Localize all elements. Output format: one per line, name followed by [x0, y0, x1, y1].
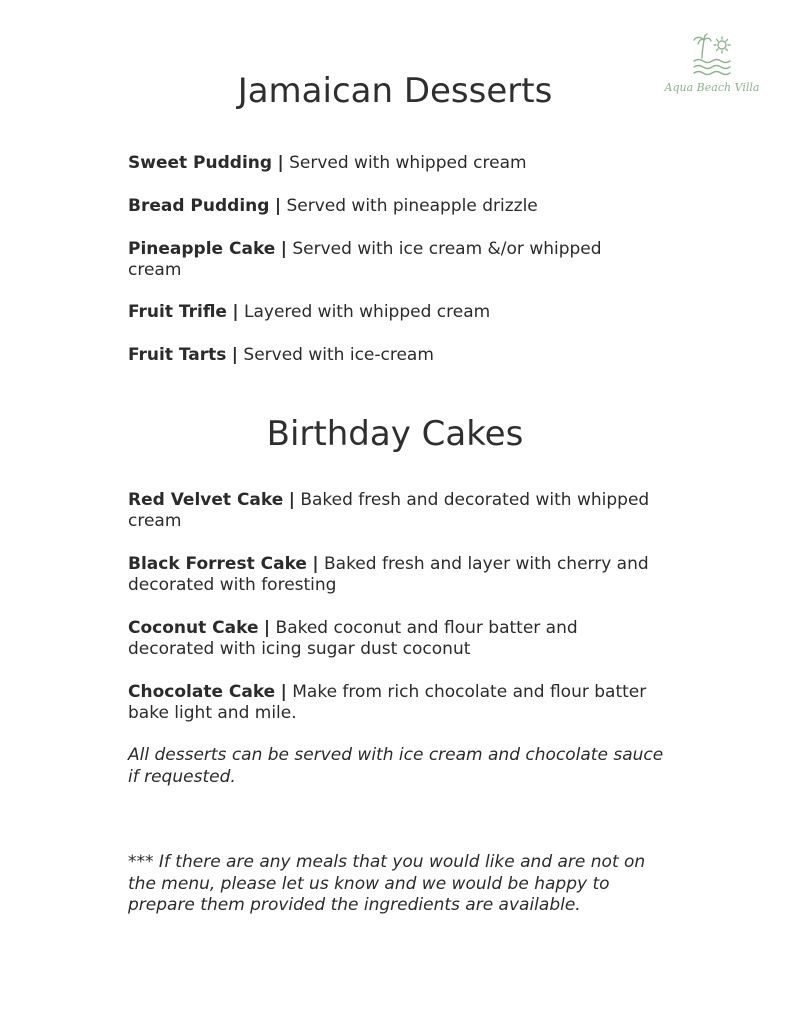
item-description: Layered with whipped cream [244, 302, 491, 322]
section-title-desserts: Jamaican Desserts [237, 71, 553, 111]
menu-item [128, 554, 660, 596]
item-separator: | [277, 153, 284, 173]
item-separator: | [232, 302, 239, 322]
item-description: Served with ice-cream [243, 345, 434, 365]
item-name: Black Forrest Cake [128, 554, 307, 574]
item-name: Fruit Trifle [128, 302, 227, 322]
menu-item [128, 618, 660, 660]
item-name: Pineapple Cake [128, 239, 276, 259]
item-separator: | [263, 618, 271, 638]
item-description: Served with ice cream &/or whipped cream [128, 239, 602, 280]
item-separator: | [288, 490, 295, 510]
item-description: Served with whipped cream [289, 153, 527, 173]
menu-item [128, 490, 660, 532]
item-separator: | [280, 682, 287, 702]
item-separator: | [280, 239, 287, 259]
item-description: Baked fresh and layer with cherry and decorated with foresting [128, 554, 649, 595]
ice-cream-note: All desserts can be served with ice cream and chocolate sauce if requested. [128, 745, 664, 787]
item-name: Bread Pudding [128, 196, 270, 216]
item-separator: | [231, 345, 239, 365]
menu-item [128, 302, 660, 323]
item-name: Chocolate Cake [128, 682, 276, 702]
menu-item [128, 682, 660, 724]
item-separator: | [274, 196, 282, 216]
menu-item [128, 239, 660, 281]
item-description: Served with pineapple drizzle [286, 196, 538, 216]
item-description: Make from rich chocolate and flour batter bake light and mile. [128, 682, 647, 723]
item-name: Sweet Pudding [128, 153, 273, 173]
item-description: Baked fresh and decorated with whipped cream [128, 490, 650, 531]
logo-text: Aqua Beach Villa [664, 81, 760, 94]
custom-meals-note: *** If there are any meals that you would like and are not on the menu, please let us know and we would be happy to prepare them provided the ingredients are available. [128, 852, 646, 915]
menu-item [128, 196, 660, 217]
menu-item [128, 153, 660, 174]
item-name: Fruit Tarts [128, 345, 227, 365]
section-title-cakes: Birthday Cakes [266, 414, 524, 454]
menu-item [128, 345, 660, 366]
item-separator: | [312, 554, 319, 574]
item-name: Red Velvet Cake [128, 490, 284, 510]
item-description: Baked coconut and flour batter and decorated with icing sugar dust coconut [128, 618, 578, 659]
item-name: Coconut Cake [128, 618, 259, 638]
